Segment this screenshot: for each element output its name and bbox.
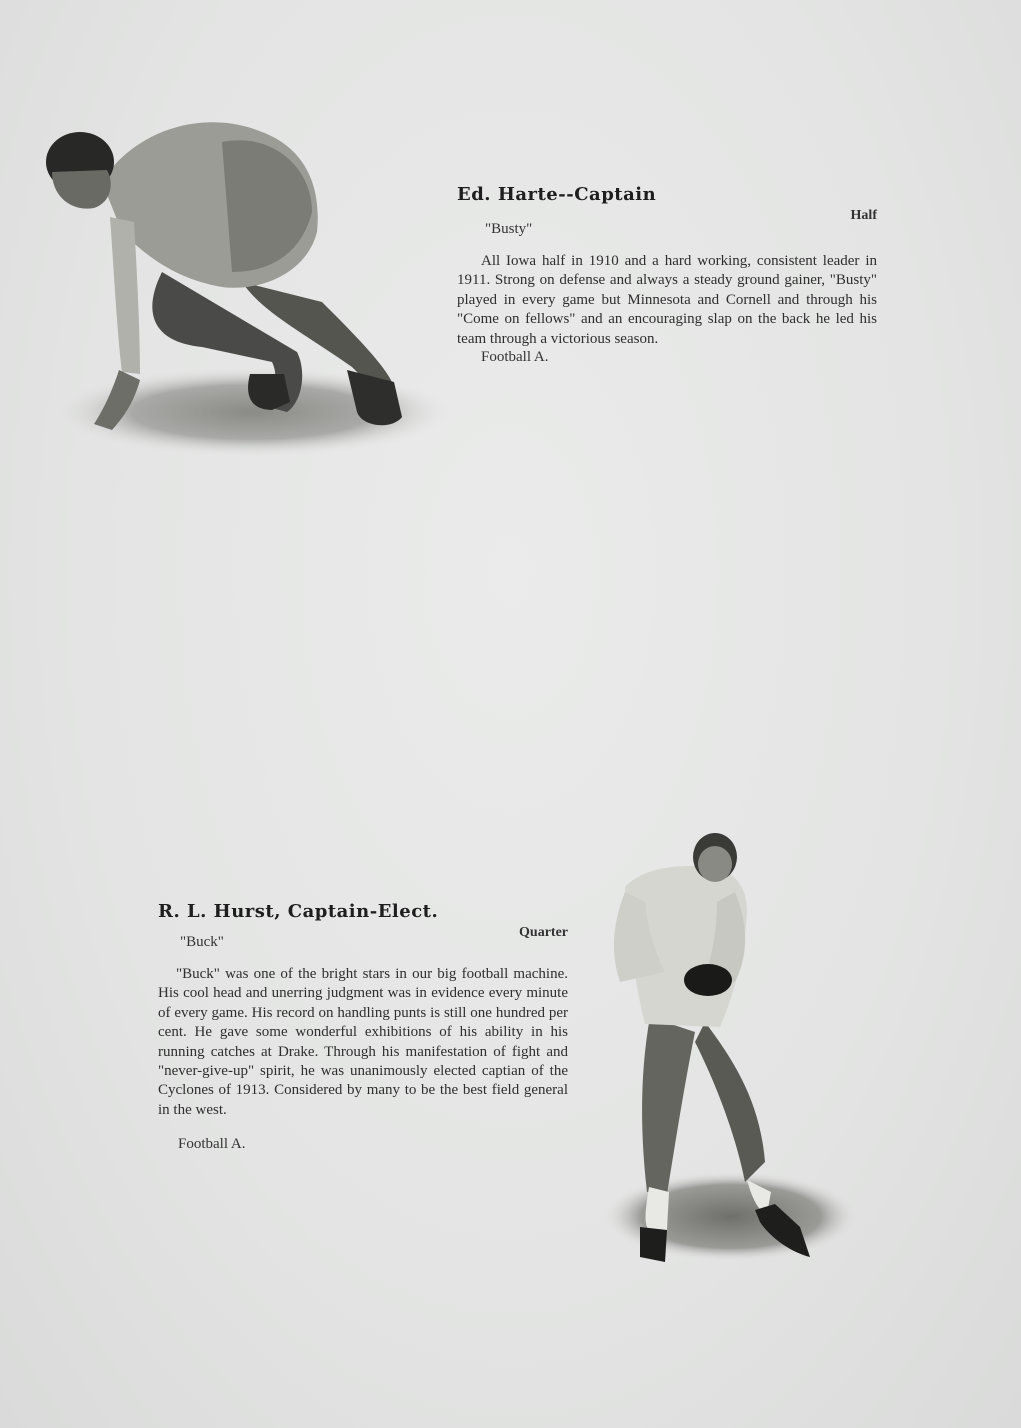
hurst-photo [585,832,870,1272]
harte-photo [22,112,452,462]
player-nickname: "Buck" [180,934,224,950]
football-player-holding-ball-photo [585,832,870,1272]
player-award: Football A. [481,349,549,366]
player-entry-hurst [158,901,568,1153]
player-bio: All Iowa half in 1910 and a hard working, consistent leader in 1911. Strong on defense and always a steady ground gainer, "Busty" played in every game but Minnesota and Cornell and through his "Come on fellows" and an encouraging slap on the back he led his team through a victorious season. [457,253,877,347]
football-player-crouching-photo [22,112,452,462]
player-position: Half [850,208,877,223]
player-heading: Ed. Harte--Captain [457,184,657,205]
player-award: Football A. [178,1136,246,1153]
player-nickname: "Busty" [485,221,533,237]
player-bio: "Buck" was one of the bright stars in our big football machine. His cool head and unerring judgment was in evidence every minute of every game. His record on handling punts is still one hundred per cent. He gave some wonderful exhibitions of his ability in his running catches at Drake. Through his manifestation of fight and "never-give-up" spirit, he was unanimously elected captian of the Cyclones of 1913. Considered by many to be the best field general in the west. [158,966,568,1118]
player-entry-harte [457,184,877,366]
player-position: Quarter [519,925,568,940]
player-heading: R. L. Hurst, Captain-Elect. [158,901,439,922]
